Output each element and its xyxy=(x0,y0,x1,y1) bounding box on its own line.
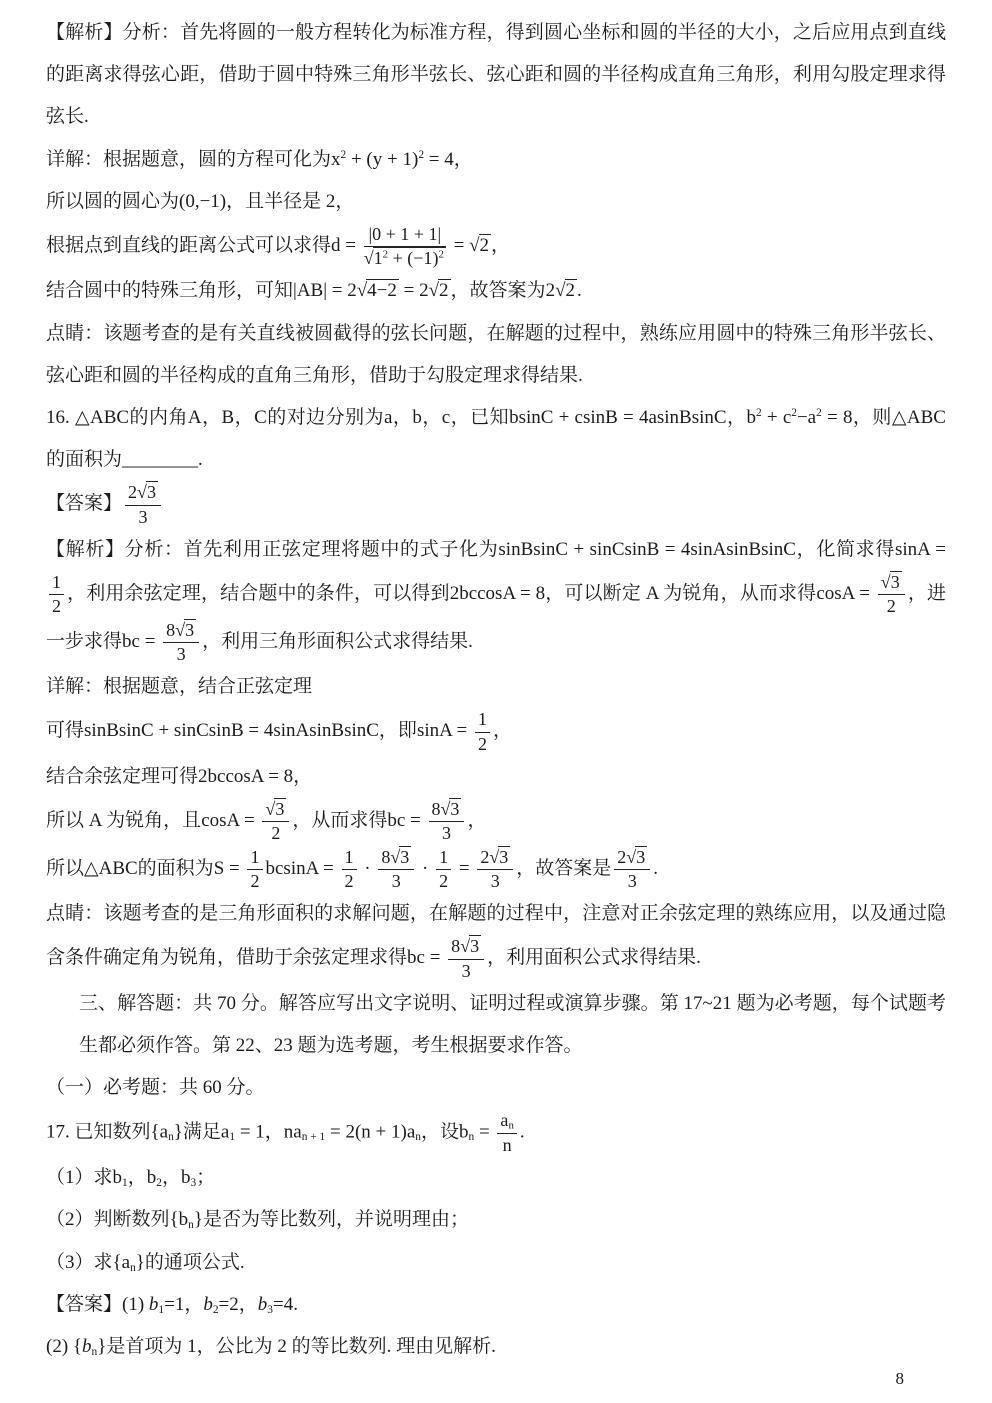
subscript: 3 xyxy=(190,1177,197,1190)
fraction xyxy=(436,847,451,893)
numerator xyxy=(262,799,289,822)
radical-sign-icon: √ xyxy=(428,280,439,302)
text-run: ，可以断定 A 为锐角，从而求得 xyxy=(545,583,817,605)
math-run: b xyxy=(148,1293,159,1315)
text-run: 是首项为 1，公比为 2 的等比数列. 理由见解析. xyxy=(106,1335,496,1357)
math-run: bc = xyxy=(387,810,426,832)
denominator xyxy=(364,247,446,269)
radicand xyxy=(469,935,481,956)
subscript: 1 xyxy=(158,1303,165,1316)
denominator xyxy=(477,870,513,892)
math-run: a xyxy=(500,1110,509,1131)
text-run: 结合余弦定理可得 xyxy=(46,765,199,787)
denominator xyxy=(262,822,289,844)
fraction xyxy=(448,936,484,982)
math-run: |0 + 1 + 1| xyxy=(368,223,442,244)
radicand xyxy=(479,234,492,256)
math-run: a xyxy=(384,406,393,428)
denominator xyxy=(378,870,414,892)
paragraph-question-17 xyxy=(46,1109,946,1157)
numerator xyxy=(475,709,490,732)
text-run: 满足 xyxy=(182,1121,221,1143)
paragraph-q17-part2 xyxy=(46,1199,946,1241)
numerator xyxy=(878,572,905,595)
math-run: { xyxy=(72,1335,83,1357)
radical-sign-icon: √ xyxy=(137,482,146,503)
math-run: b xyxy=(112,1167,123,1189)
superscript: 2 xyxy=(418,148,425,161)
math-run: · xyxy=(417,857,434,879)
paragraph-distance-formula xyxy=(46,223,946,271)
fraction xyxy=(342,847,357,893)
text-run: ，即 xyxy=(378,720,417,742)
text-run: ，则△ABC的面积为________. xyxy=(46,406,946,471)
math-run: na xyxy=(283,1121,302,1143)
denominator xyxy=(475,733,490,755)
math-run: + (−1) xyxy=(388,248,439,269)
math-run: 8 xyxy=(381,846,391,867)
math-run: a xyxy=(220,1121,230,1143)
radicand xyxy=(890,571,902,592)
math-run: 2 xyxy=(271,823,281,844)
text-run: ， xyxy=(453,148,473,170)
math-run: 3 xyxy=(627,870,637,891)
fraction xyxy=(49,572,64,618)
math-run: } xyxy=(193,1209,203,1231)
math-run: x xyxy=(331,148,341,170)
math-run: = 1 xyxy=(235,1121,265,1143)
paragraph-section-1-required xyxy=(46,1067,946,1109)
text-run: ，利用余弦定理，结合题中的条件，可以得到 xyxy=(67,583,450,605)
math-run: {a xyxy=(150,1121,169,1143)
fraction xyxy=(878,572,905,618)
text-run: ，利用面积公式求得结果. xyxy=(487,947,701,969)
math-run: |AB| = 2 xyxy=(293,280,357,302)
text-run: ，且半径是 2， xyxy=(226,190,355,212)
denominator xyxy=(163,643,199,665)
radicand xyxy=(565,279,578,301)
radicand xyxy=(366,279,399,301)
text-run: 所以圆的圆心为 xyxy=(46,190,180,212)
math-run: + c xyxy=(761,406,792,428)
text-run: . xyxy=(519,1121,525,1143)
math-run: 3 xyxy=(146,482,156,503)
text-run: 是否为等比数列，并说明理由； xyxy=(202,1209,469,1231)
text-run: 根据点到直线的距离公式可以求得 xyxy=(46,235,332,256)
numerator xyxy=(378,847,414,870)
fraction xyxy=(262,799,289,845)
square-root xyxy=(489,846,510,867)
text-run: 所以 A 为锐角，且 xyxy=(46,810,202,832)
square-root xyxy=(441,798,462,819)
numerator xyxy=(364,224,446,247)
radicand xyxy=(635,846,647,867)
text-run: 17. 已知数列 xyxy=(46,1121,151,1143)
math-run: } xyxy=(135,1251,145,1273)
radical-sign-icon: √ xyxy=(880,572,890,593)
subscript: n xyxy=(508,1120,514,1133)
text-run: ， xyxy=(392,406,413,428)
math-run: 2 xyxy=(128,482,138,503)
superscript: 2 xyxy=(816,407,822,420)
square-root xyxy=(429,279,451,301)
text-run: ，故答案为 xyxy=(450,280,546,302)
numerator xyxy=(429,799,465,822)
numerator xyxy=(342,847,357,870)
paragraph-area-calculation xyxy=(46,846,946,894)
subscript: 2 xyxy=(212,1303,219,1316)
math-run: 2 xyxy=(480,846,490,867)
paragraph-analysis-16 xyxy=(46,529,946,666)
math-run: 2 xyxy=(52,596,62,617)
square-root xyxy=(137,481,158,502)
math-run: = 8 xyxy=(821,406,853,428)
text-run: 【答案】 xyxy=(46,493,123,515)
paragraph-section-3-header xyxy=(46,983,946,1067)
radical-sign-icon: √ xyxy=(555,280,565,302)
superscript: 2 xyxy=(791,407,797,420)
document-body xyxy=(46,12,946,1368)
math-run: 2 xyxy=(545,280,556,302)
fraction xyxy=(497,1110,516,1156)
math-run: 1 xyxy=(373,248,383,269)
math-run: 3 xyxy=(391,870,401,891)
numerator xyxy=(477,847,513,870)
paragraph-detail-16-sine xyxy=(46,708,946,756)
math-run: b xyxy=(412,406,422,428)
text-run: . xyxy=(577,280,582,302)
math-run: } xyxy=(97,1335,107,1357)
text-run: （一）必考题：共 60 分。 xyxy=(46,1077,265,1099)
math-run: −a xyxy=(796,406,817,428)
numerator xyxy=(436,847,451,870)
denominator xyxy=(614,870,650,892)
math-run: bcsinA = xyxy=(265,857,339,879)
text-run: ， xyxy=(264,1121,284,1143)
math-run: 3 xyxy=(185,619,195,640)
math-run: d = xyxy=(331,235,361,256)
square-root xyxy=(626,846,647,867)
math-run: sinA = xyxy=(416,720,472,742)
math-run: b xyxy=(180,1167,191,1189)
text-run: ， xyxy=(184,1293,204,1315)
denominator xyxy=(878,595,905,617)
text-run: 16. △ABC的内角A，B，C的对边分别为 xyxy=(46,406,385,428)
math-run: {b xyxy=(169,1209,189,1231)
radical-sign-icon: √ xyxy=(626,846,636,867)
math-run: 4−2 xyxy=(367,280,397,302)
fraction xyxy=(378,847,414,893)
math-run: 1 xyxy=(52,572,62,593)
text-run: 可得 xyxy=(46,720,85,742)
math-run: 3 xyxy=(470,936,480,957)
fraction xyxy=(247,847,262,893)
math-run: 2 xyxy=(565,280,575,302)
text-run: ，设 xyxy=(420,1121,459,1143)
text-run: ，进一步求得 xyxy=(46,583,946,652)
paragraph-q17-part1 xyxy=(46,1157,946,1199)
math-run: · xyxy=(359,857,376,879)
denominator xyxy=(247,870,262,892)
numerator xyxy=(163,620,199,643)
paragraph-answer-17-part1 xyxy=(46,1284,946,1326)
subscript: n xyxy=(415,1131,421,1144)
fraction xyxy=(477,847,513,893)
text-run: ， xyxy=(293,765,313,787)
fraction xyxy=(614,847,650,893)
paragraph-acute-angle xyxy=(46,798,946,846)
math-run: 3 xyxy=(138,506,148,527)
radical-sign-icon: √ xyxy=(363,248,373,269)
text-run: ，故答案是 xyxy=(516,857,612,879)
superscript: 2 xyxy=(756,407,762,420)
radical-sign-icon: √ xyxy=(469,235,479,256)
math-run: 2 xyxy=(886,596,896,617)
math-run: + (y + 1) xyxy=(346,148,419,170)
math-run: 3 xyxy=(275,799,285,820)
text-run: （3）求 xyxy=(46,1251,113,1273)
math-run: 2 xyxy=(439,870,449,891)
page-number: 8 xyxy=(895,1369,904,1388)
math-run: 1 xyxy=(478,709,488,730)
subscript: n + 1 xyxy=(301,1131,326,1144)
radicand xyxy=(438,279,451,301)
square-root xyxy=(460,935,481,956)
math-run: 2 xyxy=(250,870,260,891)
fraction xyxy=(125,482,161,528)
text-run: ， xyxy=(127,1167,147,1189)
fraction xyxy=(475,709,490,755)
math-run: 2bccosA = 8 xyxy=(198,765,294,787)
paragraph-question-16 xyxy=(46,397,946,481)
paragraph-cosine-rule xyxy=(46,756,946,798)
radicand xyxy=(274,798,286,819)
paragraph-circle-center-radius xyxy=(46,181,946,223)
numerator xyxy=(614,847,650,870)
fraction xyxy=(163,620,199,666)
math-run: = xyxy=(448,235,470,256)
math-run: 2bccosA = 8 xyxy=(449,583,546,605)
math-run: 1 xyxy=(344,846,354,867)
math-run: (0,−1) xyxy=(179,190,227,212)
text-run: 点睛：该题考查的是有关直线被圆截得的弦长问题，在解题的过程中，熟练应用圆中的特殊三角形半弦长、弦心距和圆的半径构成的直角三角形，借助于勾股定理求得结果. xyxy=(46,322,946,386)
math-run: 3 xyxy=(490,870,500,891)
text-run: ，利用三角形面积公式求得结果. xyxy=(202,630,473,652)
text-run: ， xyxy=(491,235,511,256)
math-run: 3 xyxy=(441,823,451,844)
text-run: 【答案】(1) xyxy=(46,1293,149,1315)
text-run: ，化简求得 xyxy=(795,538,895,560)
subscript: 1 xyxy=(122,1177,128,1190)
math-run: 2 xyxy=(617,846,627,867)
text-run: ， xyxy=(726,406,747,428)
subscript: n xyxy=(130,1261,136,1274)
math-run: sinA = xyxy=(895,538,946,560)
text-run: 详解：根据题意，结合正弦定理 xyxy=(46,676,313,698)
paragraph-detail-16-intro xyxy=(46,666,946,708)
text-run: ； xyxy=(196,1167,216,1189)
paragraph-note-chord-problem xyxy=(46,313,946,397)
math-run: 1 xyxy=(439,846,449,867)
text-run: 三、解答题：共 70 分。解答应写出文字说明、证明过程或演算步骤。第 17~21 题为必考题，每个试题考生都必须作答。第 22、23 题为选考题，考生根据要求作答。 xyxy=(79,992,946,1057)
text-run: 结合圆中的特殊三角形，可知 xyxy=(46,280,294,302)
paragraph-detail-circle-equation xyxy=(46,139,946,181)
radical-sign-icon: √ xyxy=(265,799,275,820)
superscript: 2 xyxy=(438,248,444,261)
radicand xyxy=(449,798,461,819)
math-run: bc = xyxy=(407,947,446,969)
denominator xyxy=(342,870,357,892)
math-run: = 4 xyxy=(424,148,454,170)
radical-sign-icon: √ xyxy=(489,846,499,867)
math-run: 2 xyxy=(478,733,488,754)
math-run: = 2 xyxy=(398,280,429,302)
math-run: b xyxy=(257,1293,268,1315)
text-run: 【解析】分析：首先将圆的一般方程转化为标准方程，得到圆心坐标和圆的半径的大小，之后应用点到直线的距离求得弦心距，借助于圆中特殊三角形半弦长、弦心距和圆的半径构成直角三角形，利用勾股定理求得弦长. xyxy=(46,22,946,128)
math-run: cosA = xyxy=(816,583,875,605)
radical-sign-icon: √ xyxy=(460,936,470,957)
math-run: 8 xyxy=(431,799,441,820)
subscript: n xyxy=(188,1219,194,1232)
subscript: 3 xyxy=(267,1303,273,1316)
text-run: ，已知 xyxy=(450,406,510,428)
denominator xyxy=(49,595,64,617)
math-run: cosA = xyxy=(201,810,260,832)
square-root xyxy=(881,571,902,592)
math-run: bsinC + csinB = 4asinBsinC xyxy=(509,406,727,428)
text-run: (2) xyxy=(46,1335,73,1357)
radicand xyxy=(146,481,158,502)
math-run: } xyxy=(173,1121,183,1143)
denominator xyxy=(429,822,465,844)
math-run: b xyxy=(459,1121,469,1143)
paragraph-chord-length xyxy=(46,270,946,312)
paragraph-answer-17-part2 xyxy=(46,1326,946,1368)
math-run: 3 xyxy=(176,643,186,664)
fraction xyxy=(364,224,446,270)
radicand xyxy=(399,846,411,867)
math-run: b xyxy=(146,1167,157,1189)
numerator xyxy=(497,1110,516,1134)
paragraph-answer-16 xyxy=(46,481,946,529)
math-run: 8 xyxy=(451,936,461,957)
math-run: =1 xyxy=(164,1293,185,1315)
square-root xyxy=(357,279,399,301)
math-run: b xyxy=(203,1293,213,1315)
math-run: =2 xyxy=(218,1293,239,1315)
math-run: = xyxy=(454,857,475,879)
denominator xyxy=(448,960,484,982)
paragraph-note-16 xyxy=(46,893,946,983)
radicand xyxy=(373,247,446,268)
text-run: 【解析】分析：首先利用正弦定理将题中的式子化为 xyxy=(46,538,499,560)
math-run: 3 xyxy=(636,846,646,867)
square-root xyxy=(390,846,411,867)
text-run: 所以△ABC的面积为 xyxy=(46,857,214,879)
math-run: b xyxy=(82,1335,92,1357)
fraction xyxy=(429,799,465,845)
subscript: 2 xyxy=(156,1177,162,1190)
math-run: 8 xyxy=(166,619,176,640)
math-run: 3 xyxy=(400,846,410,867)
paragraph-q17-part3 xyxy=(46,1242,946,1284)
text-run: （1）求 xyxy=(46,1167,113,1189)
text-run: ， xyxy=(238,1293,258,1315)
math-run: sinBsinC + sinCsinB = 4sinAsinBsinC xyxy=(84,720,379,742)
subscript: 1 xyxy=(229,1131,236,1144)
math-run: 3 xyxy=(499,846,509,867)
math-run: bc = xyxy=(122,630,161,652)
math-run: {a xyxy=(112,1251,131,1273)
text-run: 的通项公式. xyxy=(144,1251,245,1273)
text-run: ， xyxy=(467,810,487,832)
radical-sign-icon: √ xyxy=(175,619,185,640)
square-root xyxy=(364,247,446,268)
math-run: =4. xyxy=(272,1293,298,1315)
radical-sign-icon: √ xyxy=(390,846,400,867)
subscript: n xyxy=(468,1131,475,1144)
math-run: 1 xyxy=(250,846,260,867)
math-run: 3 xyxy=(461,960,471,981)
radicand xyxy=(184,619,196,640)
math-run: n xyxy=(502,1134,512,1155)
text-run: ， xyxy=(161,1167,181,1189)
denominator xyxy=(125,506,161,528)
radical-sign-icon: √ xyxy=(356,280,367,302)
math-run: = 2(n + 1)a xyxy=(325,1121,416,1143)
square-root xyxy=(265,798,286,819)
math-run: sinBsinC + sinCsinB = 4sinAsinBsinC xyxy=(498,538,796,560)
math-run: 3 xyxy=(890,572,900,593)
text-run: ，从而求得 xyxy=(292,810,388,832)
subscript: n xyxy=(91,1345,98,1358)
math-run: 3 xyxy=(450,799,460,820)
text-run: ， xyxy=(421,406,442,428)
text-run: ， xyxy=(493,720,513,742)
math-run: c xyxy=(441,406,451,428)
square-root xyxy=(469,234,491,256)
text-run: 点睛：该题考查的是三角形面积的求解问题，在解题的过程中，注意对正余弦定理的熟练应用，以及通过隐含条件确定角为锐角，借助于余弦定理求得 xyxy=(46,903,946,969)
text-run: 详解：根据题意，圆的方程可化为 xyxy=(46,148,332,170)
numerator xyxy=(448,936,484,959)
denominator xyxy=(436,870,451,892)
radicand xyxy=(498,846,510,867)
numerator xyxy=(49,572,64,595)
math-run: = xyxy=(474,1121,495,1143)
denominator xyxy=(497,1134,516,1156)
text-run: （2）判断数列 xyxy=(46,1209,170,1231)
numerator xyxy=(125,482,161,505)
subscript: n xyxy=(168,1131,174,1144)
square-root xyxy=(175,619,196,640)
paragraph-analysis-circle xyxy=(46,12,946,139)
radical-sign-icon: √ xyxy=(440,799,450,820)
square-root xyxy=(555,279,577,301)
math-run: b xyxy=(746,406,756,428)
superscript: 2 xyxy=(382,248,389,261)
math-run: 2 xyxy=(344,870,354,891)
math-run: 2 xyxy=(479,235,490,256)
numerator xyxy=(247,847,262,870)
superscript: 2 xyxy=(340,148,347,161)
math-run: 2 xyxy=(439,280,449,302)
math-run: S = xyxy=(213,857,245,879)
text-run: . xyxy=(653,857,658,879)
